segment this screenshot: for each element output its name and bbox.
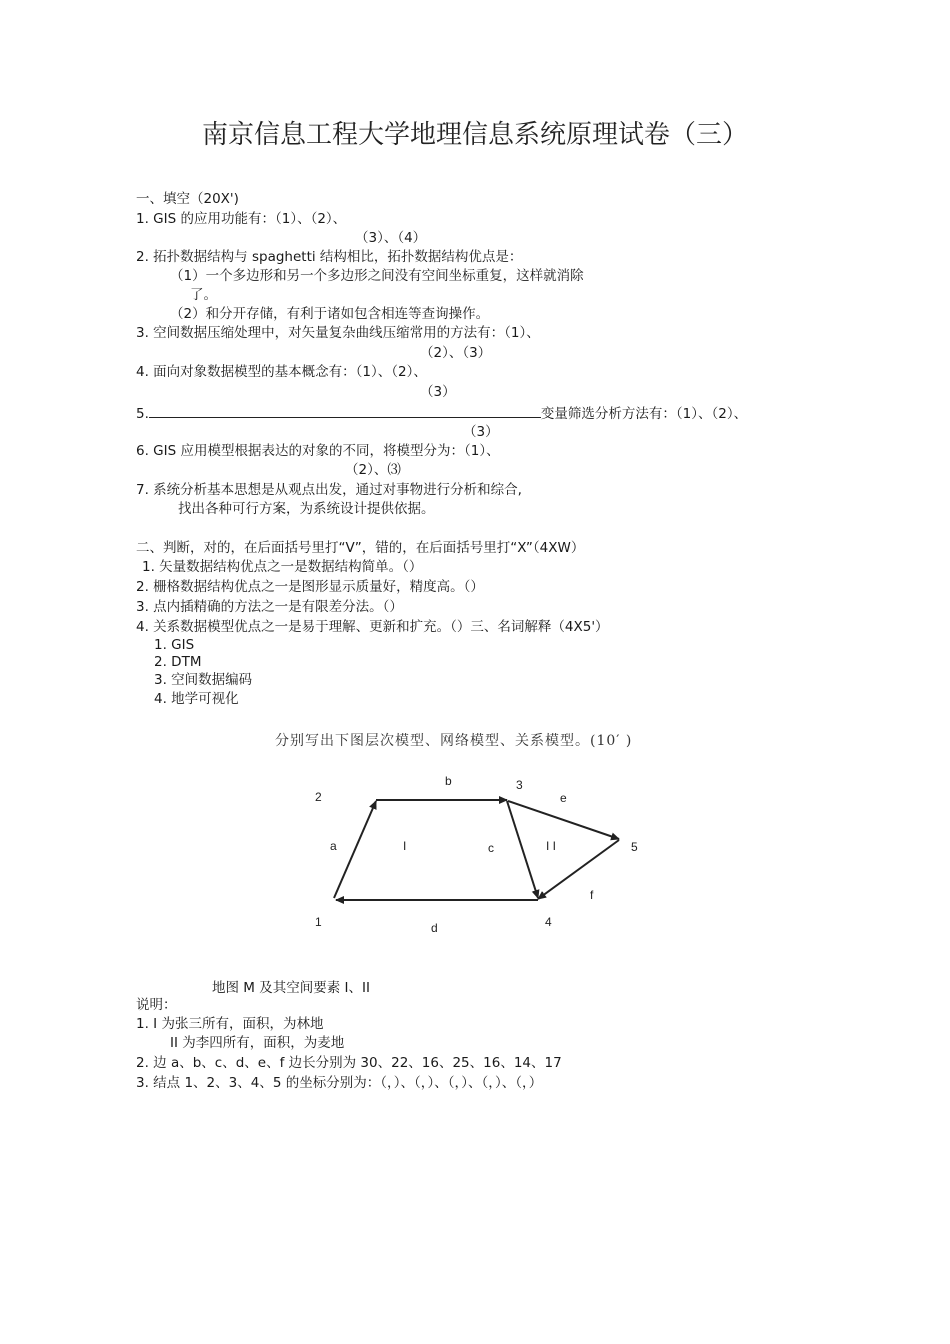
section-fill-blank-header: 一、填空（20X') — [136, 191, 239, 207]
question-5-text: 变量筛选分析方法有：（1）、（2）、 — [540, 406, 748, 422]
figure-question: 分别写出下图层次模型、网络模型、关系模型。(10′ ) — [275, 733, 633, 749]
map-caption: 地图 M 及其空间要素 I、II — [212, 980, 370, 996]
question-5-line-2: （3） — [463, 424, 499, 440]
question-2-line-2: （1）一个多边形和另一个多边形之间没有空间坐标重复，这样就消除 — [170, 268, 584, 284]
question-7-line-1: 7. 系统分析基本思想是从观点出发，通过对事物进行分析和综合, — [136, 482, 522, 498]
node-label-3: 3 — [516, 778, 523, 792]
question-3-line-2: （2）、（3） — [420, 345, 492, 361]
topology-diagram — [0, 768, 950, 968]
judgement-1: 1. 矢量数据结构优点之一是数据结构简单。（） — [142, 559, 423, 575]
polygon-label-I: I — [403, 839, 407, 853]
question-3-line-1: 3. 空间数据压缩处理中，对矢量复杂曲线压缩常用的方法有：（1）、 — [136, 325, 540, 341]
edge-e-line — [508, 801, 619, 839]
page-title: 南京信息工程大学地理信息系统原理试卷（三） — [201, 120, 748, 150]
term-4: 4. 地学可视化 — [154, 691, 239, 707]
edge-label-f: f — [590, 888, 594, 902]
edge-label-b: b — [445, 774, 452, 788]
question-2-line-1: 2. 拓扑数据结构与 spaghetti 结构相比，拓扑数据结构优点是： — [136, 249, 523, 265]
edge-label-a: a — [330, 839, 337, 853]
note-1-line-1: 1. I 为张三所有，面积，为林地 — [136, 1016, 324, 1032]
edge-c-line — [507, 801, 538, 898]
section-judgement-header: 二、判断，对的，在后面括号里打“V”，错的，在后面括号里打“X”（4XW） — [136, 540, 585, 556]
question-6-line-2: （2）、⑶ — [345, 462, 401, 478]
notes-header: 说明： — [136, 997, 177, 1013]
node-label-2: 2 — [315, 790, 322, 804]
note-1-line-2: II 为李四所有，面积，为麦地 — [170, 1035, 345, 1051]
edge-label-e: e — [560, 791, 567, 805]
term-2: 2. DTM — [154, 654, 202, 670]
question-1-line-2: （3）、（4） — [355, 230, 427, 246]
term-1: 1. GIS — [154, 637, 195, 653]
edge-a-line — [334, 801, 376, 898]
node-label-5: 5 — [631, 840, 638, 854]
node-label-4: 4 — [545, 915, 552, 929]
question-2-line-4: （2）和分开存储，有利于诸如包含相连等查询操作。 — [170, 306, 490, 322]
edge-label-d: d — [431, 921, 438, 935]
judgement-2: 2. 栅格数据结构优点之一是图形显示质量好，精度高。（） — [136, 579, 484, 595]
polygon-label-II: I I — [546, 839, 557, 853]
question-2-line-3: 了。 — [190, 287, 217, 303]
question-7-line-2: 找出各种可行方案，为系统设计提供依据。 — [178, 501, 435, 517]
question-4-line-2: （3） — [420, 384, 456, 400]
judgement-4: 4. 关系数据模型优点之一是易于理解、更新和扩充。（）三、名词解释（4X5'） — [136, 619, 609, 635]
note-3: 3. 结点 1、2、3、4、5 的坐标分别为：（，）、（，）、（，）、（，）、（，） — [136, 1075, 543, 1091]
question-5-line-1 — [136, 403, 747, 423]
edge-label-c: c — [488, 841, 494, 855]
note-2: 2. 边 a、b、c、d、e、f 边长分别为 30、22、16、25、16、14、17 — [136, 1055, 562, 1071]
node-label-1: 1 — [315, 915, 322, 929]
judgement-3: 3. 点内插精确的方法之一是有限差分法。（） — [136, 599, 403, 615]
question-6-line-1: 6. GIS 应用模型根据表达的对象的不同，将模型分为：（1）、 — [136, 443, 500, 459]
term-3: 3. 空间数据编码 — [154, 672, 253, 688]
question-1-line-1: 1. GIS 的应用功能有：（1）、（2）、 — [136, 211, 347, 227]
question-5-blank — [149, 403, 541, 418]
question-5-number: 5. — [136, 406, 149, 422]
question-4-line-1: 4. 面向对象数据模型的基本概念有：（1）、（2）、 — [136, 364, 427, 380]
